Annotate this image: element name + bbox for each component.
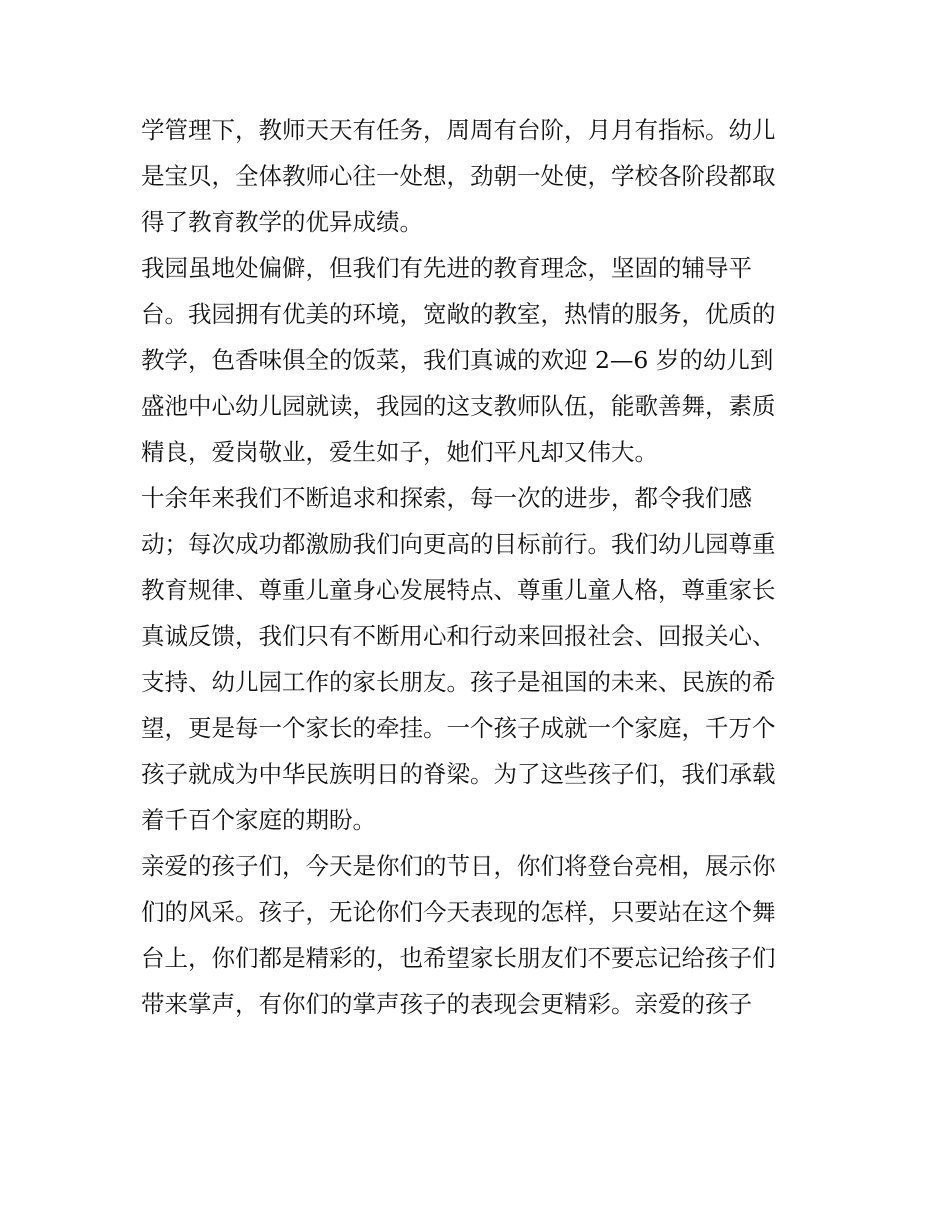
text-line: 是宝贝，全体教师心往一处想，劲朝一处使，学校各阶段都取 — [141, 162, 776, 190]
text-line: 望，更是每一个家长的牵挂。一个孩子成就一个家庭，千万个 — [141, 714, 776, 742]
text-line: 着千百个家庭的期盼。 — [141, 806, 376, 834]
text-line: 得了教育教学的优异成绩。 — [141, 208, 423, 236]
text-line: 带来掌声，有你们的掌声孩子的表现会更精彩。亲爱的孩子 — [141, 990, 752, 1018]
text-line: 亲爱的孩子们，今天是你们的节日，你们将登台亮相，展示你 — [141, 852, 776, 880]
document-body — [141, 107, 821, 1027]
text-line: 台上，你们都是精彩的，也希望家长朋友们不要忘记给孩子们 — [141, 944, 776, 972]
text-line: 孩子就成为中华民族明日的脊梁。为了这些孩子们，我们承载 — [141, 760, 776, 788]
text-line: 学管理下，教师天天有任务，周周有台阶，月月有指标。幼儿 — [141, 116, 776, 144]
text-line: 真诚反馈，我们只有不断用心和行动来回报社会、回报关心、 — [141, 622, 776, 650]
text-line: 动；每次成功都激励我们向更高的目标前行。我们幼儿园尊重 — [141, 530, 776, 558]
text-line: 们的风采。孩子，无论你们今天表现的怎样，只要站在这个舞 — [141, 898, 776, 926]
text-line: 支持、幼儿园工作的家长朋友。孩子是祖国的未来、民族的希 — [141, 668, 776, 696]
text-line: 十余年来我们不断追求和探索，每一次的进步，都令我们感 — [141, 484, 752, 512]
text-line: 我园虽地处偏僻，但我们有先进的教育理念，坚固的辅导平 — [141, 254, 752, 282]
text-line: 精良，爱岗敬业，爱生如子，她们平凡却又伟大。 — [141, 438, 658, 466]
text-line: 教学，色香味俱全的饭菜，我们真诚的欢迎 2—6 岁的幼儿到 — [141, 346, 774, 374]
text-line: 盛池中心幼儿园就读，我园的这支教师队伍，能歌善舞，素质 — [141, 392, 776, 420]
text-line: 教育规律、尊重儿童身心发展特点、尊重儿童人格，尊重家长 — [141, 576, 776, 604]
text-line: 台。我园拥有优美的环境，宽敞的教室，热情的服务，优质的 — [141, 300, 776, 328]
